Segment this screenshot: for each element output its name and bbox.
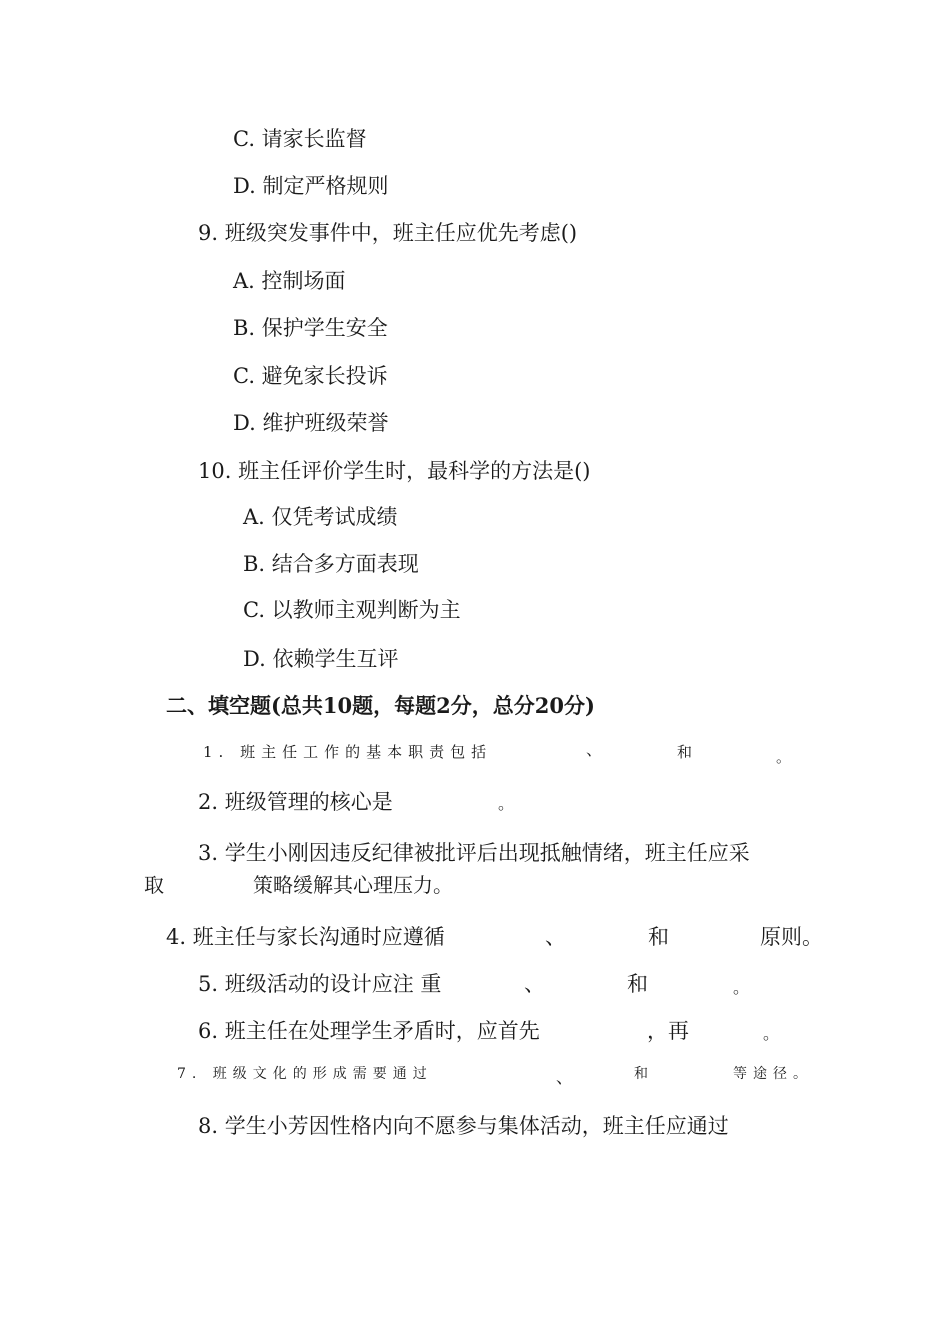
fill-q4-end: 原则。 xyxy=(760,925,823,949)
fill-q4-sep: 、 xyxy=(545,925,566,949)
q9-option-b: B. 保护学生安全 xyxy=(233,316,388,340)
q9-option-d: D. 维护班级荣誉 xyxy=(233,411,389,435)
fill-q6-sep: ，再 xyxy=(647,1019,689,1043)
fill-q2-text: 2. 班级管理的核心是 xyxy=(198,790,393,814)
q10-option-c: C. 以教师主观判断为主 xyxy=(243,598,461,622)
q10-option-d: D. 依赖学生互评 xyxy=(243,647,399,671)
fill-q3-line2a: 取 xyxy=(144,873,164,897)
fill-q2-end: 。 xyxy=(498,794,515,813)
fill-q6-text: 6. 班主任在处理学生矛盾时，应首先 xyxy=(198,1019,540,1043)
fill-q1-sep: 、 xyxy=(586,740,603,759)
fill-q4-and: 和 xyxy=(648,925,669,949)
fill-q1-text: 1. 班主任工作的基本职责包括 xyxy=(203,743,493,761)
fill-q3-line2b: 策略缓解其心理压力。 xyxy=(253,873,453,897)
fill-q7-and: 和 xyxy=(634,1066,648,1082)
q9-stem: 9. 班级突发事件中，班主任应优先考虑() xyxy=(198,221,578,245)
q9-option-a: A. 控制场面 xyxy=(233,269,346,293)
fill-q3-line1: 3. 学生小刚因违反纪律被批评后出现抵触情绪，班主任应采 xyxy=(198,841,750,865)
q8-option-c: C. 请家长监督 xyxy=(233,127,367,151)
fill-q7-text: 7. 班级文化的形成需要通过 xyxy=(177,1066,433,1082)
fill-q5-and: 和 xyxy=(627,972,648,996)
section-heading: 二、填空题(总共10题，每题2分，总分20分) xyxy=(166,693,595,718)
fill-q1-and: 和 xyxy=(677,743,693,761)
fill-q5-end: 。 xyxy=(733,978,750,997)
q10-stem: 10. 班主任评价学生时，最科学的方法是() xyxy=(198,459,591,483)
fill-q7-sep: 、 xyxy=(556,1068,573,1088)
fill-q6-end: 。 xyxy=(763,1024,780,1043)
fill-q4-text: 4. 班主任与家长沟通时应遵循 xyxy=(166,925,445,949)
fill-q8-text: 8. 学生小芳因性格内向不愿参与集体活动，班主任应通过 xyxy=(198,1114,729,1138)
q9-option-c: C. 避免家长投诉 xyxy=(233,364,388,388)
q10-option-a: A. 仅凭考试成绩 xyxy=(243,505,398,529)
q10-option-b: B. 结合多方面表现 xyxy=(243,552,419,576)
fill-q1-end: 。 xyxy=(776,748,792,766)
q8-option-d: D. 制定严格规则 xyxy=(233,174,389,198)
fill-q7-end: 等途径。 xyxy=(733,1066,813,1082)
fill-q5-sep: 、 xyxy=(524,972,545,996)
fill-q5-text: 5. 班级活动的设计应注 重 xyxy=(198,972,442,996)
